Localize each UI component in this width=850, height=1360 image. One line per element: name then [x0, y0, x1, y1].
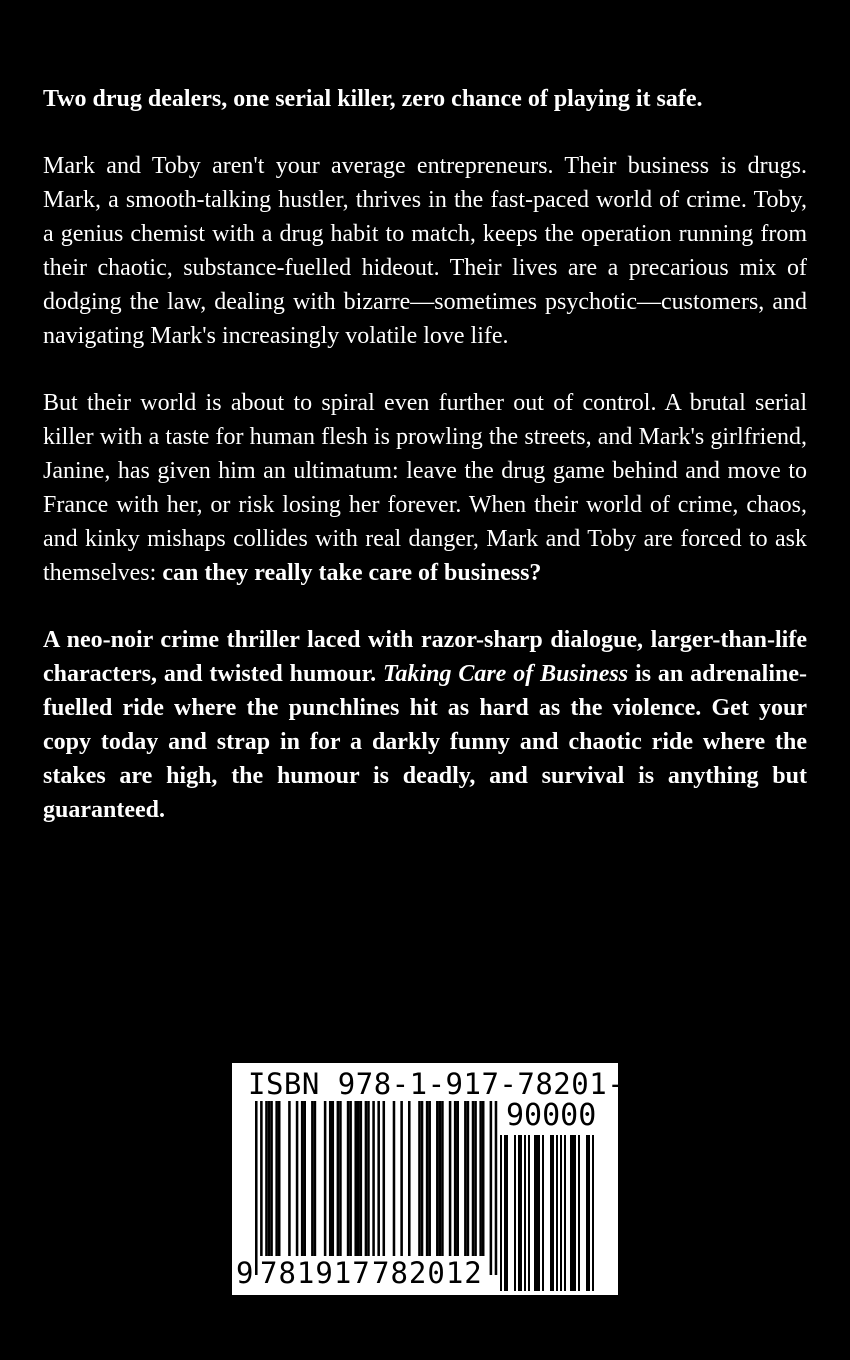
- addon-bar: [506, 1135, 508, 1291]
- addon-bar: [536, 1135, 538, 1291]
- barcode-bar: [303, 1101, 306, 1256]
- blurb-paragraph-3-intro: A neo-noir crime thriller laced with razor-sharp dialogue, larger-than-life characters, and twisted humour.: [43, 627, 807, 687]
- barcode-bar: [490, 1101, 493, 1275]
- addon-bar: [560, 1135, 562, 1291]
- addon-bar: [570, 1135, 572, 1291]
- addon-bar: [574, 1135, 576, 1291]
- barcode-bar: [329, 1101, 332, 1256]
- addon-bar: [588, 1135, 590, 1291]
- addon-bar: [556, 1135, 558, 1291]
- barcode-bar: [337, 1101, 340, 1256]
- barcode-bar: [421, 1101, 424, 1256]
- barcode-bar: [441, 1101, 444, 1256]
- blurb: [43, 82, 807, 860]
- barcode-bar: [454, 1101, 457, 1256]
- book-title: Taking Care of Business: [382, 661, 629, 687]
- addon-bar: [586, 1135, 588, 1291]
- addon-bar: [552, 1135, 554, 1291]
- barcode-bar: [474, 1101, 477, 1256]
- barcode-bar: [314, 1101, 317, 1256]
- barcode-bar: [472, 1101, 475, 1256]
- addon-bar: [520, 1135, 522, 1291]
- barcode-digit-group-1: 781917: [260, 1256, 371, 1290]
- blurb-paragraph-2: [43, 386, 807, 590]
- tagline: Two drug dealers, one serial killer, zero chance of playing it safe.: [43, 86, 703, 112]
- barcode-bar: [278, 1101, 281, 1256]
- barcode-bar: [270, 1101, 273, 1256]
- barcode-bar: [393, 1101, 396, 1256]
- addon-bar: [564, 1135, 566, 1291]
- barcode-bar: [324, 1101, 327, 1256]
- addon-bar: [578, 1135, 580, 1291]
- isbn-barcode: [232, 1063, 644, 1295]
- barcode-bar: [301, 1101, 304, 1256]
- barcode-bar: [367, 1101, 370, 1256]
- barcode-bar: [268, 1101, 271, 1256]
- barcode-bar: [339, 1101, 342, 1256]
- barcode-bar: [275, 1101, 278, 1256]
- barcode-bar: [456, 1101, 459, 1256]
- barcode-bar: [288, 1101, 291, 1256]
- barcode-bar: [347, 1101, 350, 1256]
- addon-bar: [550, 1135, 552, 1291]
- barcode-bar: [296, 1101, 299, 1256]
- barcode-bar: [349, 1101, 352, 1256]
- barcode-bar: [357, 1101, 360, 1256]
- barcode-bar: [408, 1101, 411, 1256]
- blurb-paragraph-1: Mark and Toby aren't your average entrepreneurs. Their business is drugs. Mark, a smooth-talking hustler, thrives in the fast-paced world of crime. Toby, a genius chemist with a drug habit to match, keeps the operation running from their chaotic, substance-fuelled hideout. Their lives are a precarious mix of dodging the law, dealing with bizarre—sometimes psychotic—customers, and navigating Mark's increasingly volatile love life.: [43, 153, 807, 349]
- barcode-bar: [255, 1101, 258, 1275]
- price-addon: 90000: [506, 1098, 597, 1133]
- barcode-bar: [449, 1101, 452, 1256]
- addon-bar: [534, 1135, 536, 1291]
- barcode-bar: [377, 1101, 380, 1275]
- barcode-bar: [418, 1101, 421, 1256]
- barcode-bar: [260, 1101, 263, 1275]
- barcode-bar: [383, 1101, 386, 1256]
- barcode-bar: [464, 1101, 467, 1256]
- barcode-digit-group-2: 782012: [372, 1256, 483, 1290]
- barcode-bar: [482, 1101, 485, 1256]
- addon-bar: [524, 1135, 526, 1291]
- blurb-paragraph-3-rest: is an adrenaline-fuelled ride where the punchlines hit as hard as the violence. Get your copy today and strap in for a darkly funny and chaotic ride where the stakes are high, the humour is deadly, and survival is anything but guaranteed.: [43, 661, 808, 823]
- barcode-digits: [232, 1256, 502, 1290]
- addon-bar: [572, 1135, 574, 1291]
- barcode-bar: [311, 1101, 314, 1256]
- addon-bar: [528, 1135, 530, 1291]
- barcode-bar: [495, 1101, 498, 1275]
- barcode-bar: [439, 1101, 442, 1256]
- addon-bar: [518, 1135, 520, 1291]
- barcode-digit-first: 9: [236, 1256, 254, 1290]
- addon-bar: [542, 1135, 544, 1291]
- barcode-bar: [365, 1101, 368, 1256]
- barcode-bar: [467, 1101, 470, 1256]
- isbn-label: ISBN 978-1-917-78201-2: [248, 1067, 644, 1101]
- addon-bar: [592, 1135, 594, 1291]
- addon-bar: [514, 1135, 516, 1291]
- barcode-bar: [265, 1101, 268, 1256]
- barcode-bar: [332, 1101, 335, 1256]
- barcode-bar: [354, 1101, 357, 1256]
- barcode-bar: [479, 1101, 482, 1256]
- barcode-bar: [436, 1101, 439, 1256]
- barcode-bar: [400, 1101, 403, 1256]
- barcode-bar: [426, 1101, 429, 1256]
- addon-bar: [504, 1135, 506, 1291]
- blurb-paragraph-3: [43, 623, 807, 827]
- addon-bar: [538, 1135, 540, 1291]
- blurb-paragraph-2-bold: can they really take care of business?: [162, 560, 542, 586]
- barcode-bar: [360, 1101, 363, 1256]
- barcode-bar: [372, 1101, 375, 1275]
- blurb-paragraph-2-text: But their world is about to spiral even further out of control. A brutal serial killer with a taste for human flesh is prowling the streets, and Mark's girlfriend, Janine, has given him an ultimatum: leave the drug game behind and move to France with her, or risk losing her forever. When their world of crime, chaos, and kinky mishaps collides with real danger, Mark and Toby are forced to ask themselves:: [43, 390, 807, 586]
- barcode-bar: [428, 1101, 431, 1256]
